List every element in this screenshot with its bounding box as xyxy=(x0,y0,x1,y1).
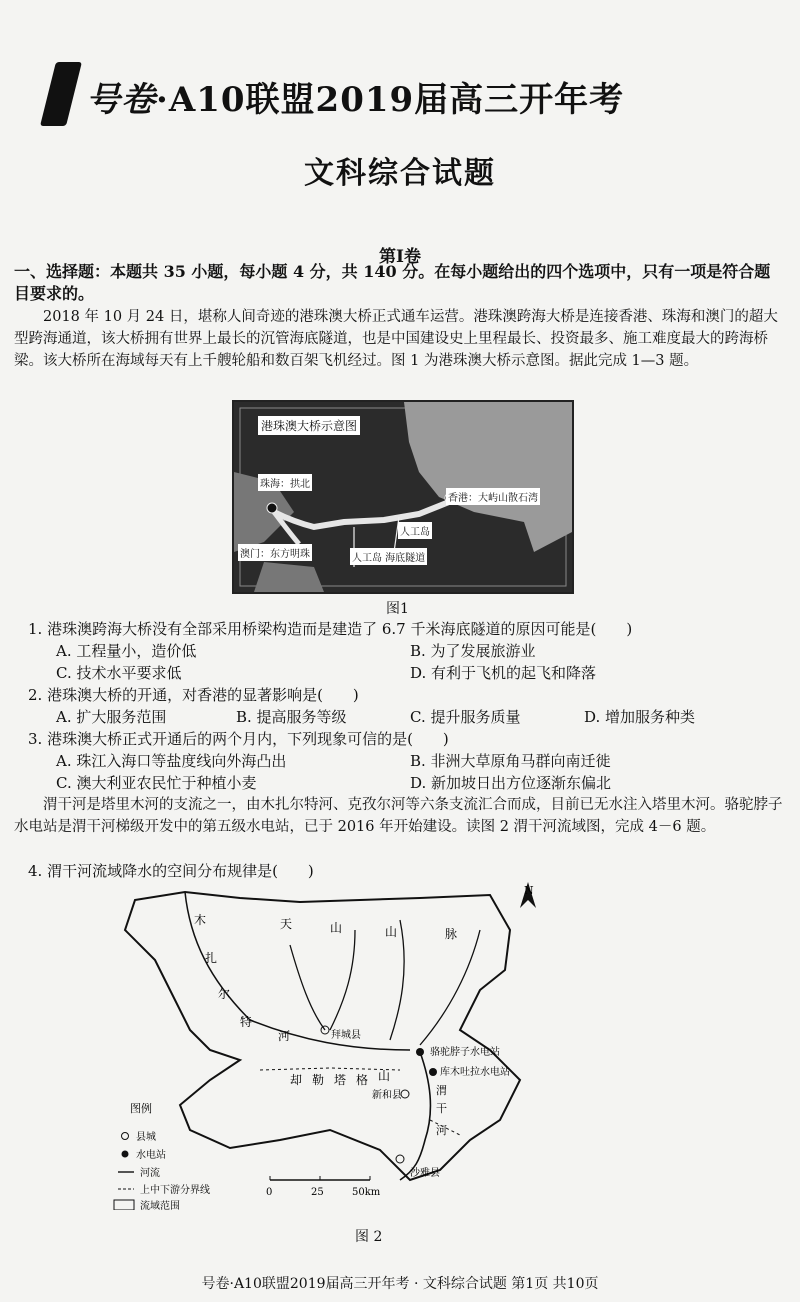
weigan-river xyxy=(400,1052,430,1180)
mountain-char-4: 脉 xyxy=(445,927,458,941)
logo-mark xyxy=(40,62,82,126)
weigan-char-1: 渭 xyxy=(436,1084,447,1097)
q1-option-c: C. 技术水平要求低 xyxy=(56,664,182,682)
label-baicheng: 拜城县 xyxy=(331,1030,361,1041)
range2-char-5: 山 xyxy=(378,1069,391,1083)
river-char-2: 扎 xyxy=(205,951,218,965)
weigan-char-3: 河 xyxy=(436,1124,447,1137)
section-instructions: 一、选择题：本题共 35 小题，每小题 4 分，共 140 分。在每小题给出的四个选项中，只有一项是符合题目要求的。 xyxy=(14,262,771,303)
q2-option-c: C. 提升服务质量 xyxy=(410,708,521,726)
range2-char-2: 勒 xyxy=(312,1073,325,1087)
label-macau: 澳门：东方明珠 xyxy=(238,544,312,561)
station-1-marker xyxy=(416,1048,424,1056)
q2-option-a: A. 扩大服务范围 xyxy=(56,708,167,726)
legend-basin: 流域范围 xyxy=(140,1201,180,1210)
question-2-stem: 2. 港珠澳大桥的开通，对香港的显著影响是( ) xyxy=(28,686,359,704)
basin-boundary xyxy=(125,892,520,1180)
river-char-3: 尔 xyxy=(218,987,231,1001)
q1-option-a: A. 工程量小，造价低 xyxy=(56,642,197,660)
page-footer: 号卷·A10联盟2019届高三开年考 · 文科综合试题 第1页 共10页 xyxy=(201,1276,599,1292)
q3-option-d: D. 新加坡日出方位逐渐东偏北 xyxy=(410,774,612,792)
scale-50km: 50km xyxy=(352,1187,381,1198)
passage-1: 2018 年 10 月 24 日，堪称人间奇迹的港珠澳大桥正式通车运营。港珠澳跨海大桥是连接香港、珠海和澳门的超大型跨海通道，该大桥拥有世界上最长的沉管海底隧道，也是中国建设史上里程最长、投资最多、施工难度最大的跨海桥梁。该大桥所在海域每天有上千艘轮船和数百架飞机经过。图 1 为港珠澳大桥示意图。据此完成 1—3 题。 xyxy=(14,309,778,369)
range2-char-3: 塔 xyxy=(334,1073,347,1087)
q1-option-d: D. 有利于飞机的起飞和降落 xyxy=(410,664,597,682)
label-hongkong: 香港：大屿山散石湾 xyxy=(446,488,540,505)
label-station-2: 库木吐拉水电站 xyxy=(440,1067,510,1078)
q3-option-b: B. 非洲大草原角马群向南迁徙 xyxy=(410,752,611,770)
q3-option-c: C. 澳大利亚农民忙于种植小麦 xyxy=(56,774,257,792)
range2-char-4: 格 xyxy=(356,1073,369,1087)
scale-25: 25 xyxy=(311,1187,324,1198)
brand-text: 号卷 xyxy=(86,80,156,120)
river-char-5: 河 xyxy=(278,1029,291,1043)
legend-boundary: 上中下游分界线 xyxy=(140,1185,210,1196)
question-3-stem: 3. 港珠澳大桥正式开通后的两个月内，下列现象可信的是( ) xyxy=(28,730,449,748)
figure-1-title: 港珠澳大桥示意图 xyxy=(258,416,360,435)
label-station-1: 骆驼脖子水电站 xyxy=(430,1047,500,1058)
q1-option-b: B. 为了发展旅游业 xyxy=(410,642,536,660)
scale-0: 0 xyxy=(266,1187,273,1198)
label-tunnel: 人工岛 海底隧道 xyxy=(350,548,427,565)
figure-1-caption: 图1 xyxy=(386,601,409,617)
station-2-marker xyxy=(429,1068,437,1076)
figure-2-river-basin-map xyxy=(100,880,570,1210)
river-char-1: 木 xyxy=(194,913,207,927)
range2-char-1: 却 xyxy=(290,1073,303,1087)
mountain-char-2: 山 xyxy=(330,921,343,935)
figure-2-caption: 图 2 xyxy=(355,1229,383,1245)
label-shaya: 沙雅县 xyxy=(410,1168,440,1179)
label-zhuhai: 珠海：拱北 xyxy=(258,474,312,491)
label-artificial-island: 人工岛 xyxy=(398,522,432,539)
figure-1-bridge-map xyxy=(232,400,574,594)
weigan-char-2: 干 xyxy=(436,1102,447,1115)
passage-2: 渭干河是塔里木河的支流之一，由木扎尔特河、克孜尔河等六条支流汇合而成，目前已无水注入塔里木河。骆驼脖子水电站是渭干河梯级开发中的第五级水电站，已于 2016 年开始建设。读图 2 渭干河流域图，完成 4－6 题。 xyxy=(14,797,783,835)
label-xinhe: 新和县 xyxy=(372,1090,402,1101)
legend-county: 县城 xyxy=(136,1132,156,1143)
legend-station: 水电站 xyxy=(136,1150,166,1161)
mountain-char-3: 山 xyxy=(385,925,398,939)
volume-heading: 第Ⅰ卷 xyxy=(379,247,421,267)
q3-option-a: A. 珠江入海口等盐度线向外海凸出 xyxy=(56,752,287,770)
exam-subtitle: 文科综合试题 xyxy=(304,156,496,191)
legend-title: 图例 xyxy=(130,1102,152,1115)
question-1-stem: 1. 港珠澳跨海大桥没有全部采用桥梁构造而是建造了 6.7 千米海底隧道的原因可能是( ) xyxy=(28,620,633,638)
mountain-char-1: 天 xyxy=(280,917,293,931)
north-label: N xyxy=(524,884,534,897)
exam-title: 号卷·A10联盟2019届高三开年考 xyxy=(86,80,625,120)
q2-option-b: B. 提高服务等级 xyxy=(236,708,347,726)
legend-river: 河流 xyxy=(140,1168,160,1179)
q2-option-d: D. 增加服务种类 xyxy=(584,708,696,726)
question-4-stem: 4. 渭干河流域降水的空间分布规律是( ) xyxy=(28,862,314,880)
river-char-4: 特 xyxy=(240,1015,253,1029)
